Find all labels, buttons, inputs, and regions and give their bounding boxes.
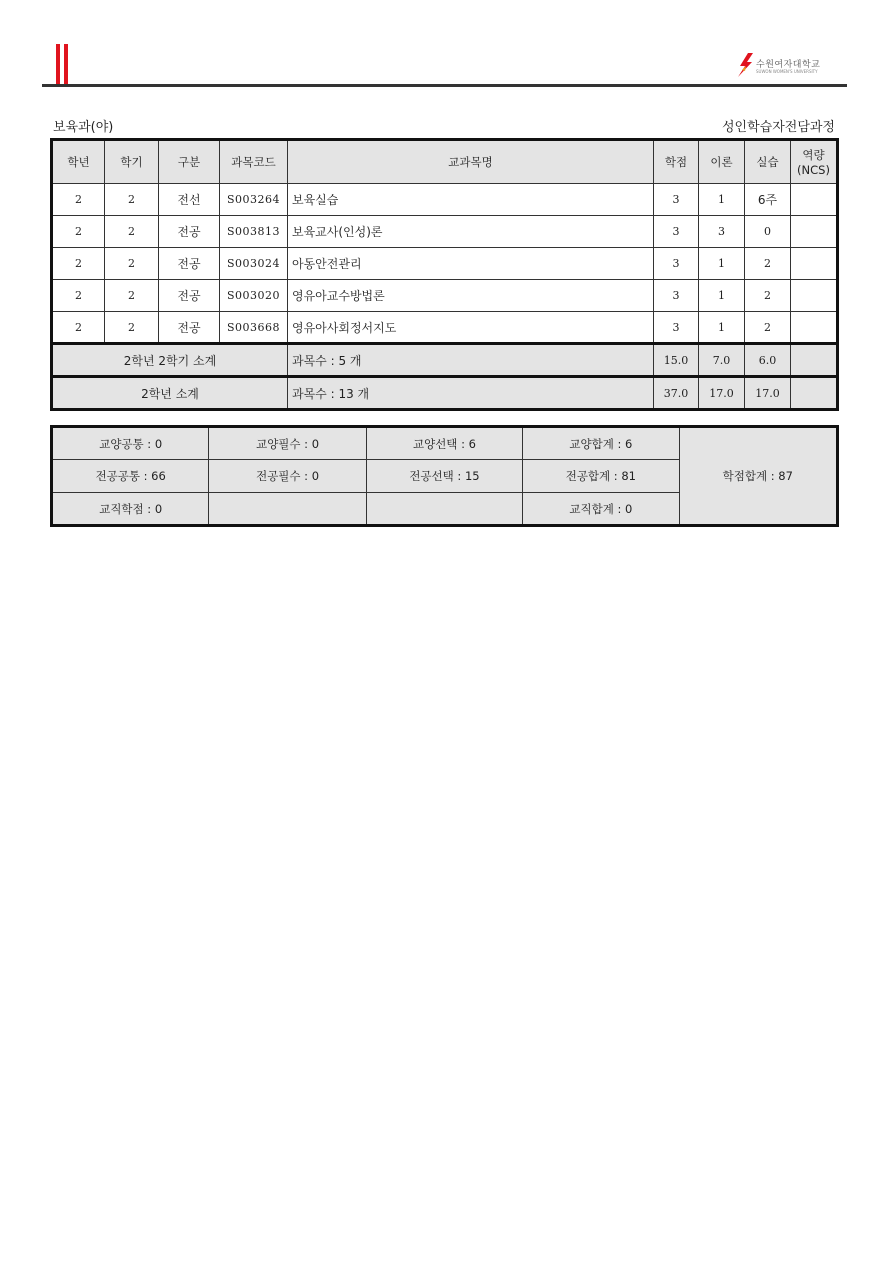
cell-ncs (791, 312, 838, 344)
cell-practice: 2 (745, 248, 791, 280)
cell-ncs (791, 248, 838, 280)
subtotal-label: 2학년 소계 (52, 377, 288, 410)
cell-name: 보육교사(인성)론 (288, 216, 654, 248)
summary-cell: 교직합계 : 0 (523, 493, 679, 526)
subtotal-count: 과목수 : 5 개 (288, 344, 654, 377)
cell-name: 영유아사회정서지도 (288, 312, 654, 344)
subtotal-row (52, 377, 838, 410)
col-header: 학년 (52, 140, 105, 184)
col-header: 이론 (699, 140, 745, 184)
cell-term: 2 (105, 184, 159, 216)
cell-division: 전선 (159, 184, 220, 216)
col-header: 실습 (745, 140, 791, 184)
cell-year: 2 (52, 248, 105, 280)
summary-cell: 전공합계 : 81 (523, 460, 679, 493)
col-header: 교과목명 (288, 140, 654, 184)
cell-credit: 3 (654, 216, 699, 248)
cell-term: 2 (105, 312, 159, 344)
cell-theory: 1 (699, 184, 745, 216)
cell-theory: 1 (699, 312, 745, 344)
subtotal-practice: 17.0 (745, 377, 791, 410)
col-header-line: (NCS) (797, 163, 830, 177)
subtotal-row (52, 344, 838, 377)
program-label: 성인학습자전담과정 (721, 120, 835, 135)
summary-cell: 교양공통 : 0 (52, 427, 209, 460)
cell-code: S003668 (220, 312, 288, 344)
cell-year: 2 (52, 184, 105, 216)
summary-row (52, 427, 838, 460)
cell-credit: 3 (654, 184, 699, 216)
table-row (52, 312, 838, 344)
col-header: 과목코드 (220, 140, 288, 184)
credit-summary-table (50, 425, 839, 527)
subtotal-label: 2학년 2학기 소계 (52, 344, 288, 377)
table-row (52, 184, 838, 216)
cell-name: 보육실습 (288, 184, 654, 216)
summary-cell: 전공공통 : 66 (52, 460, 209, 493)
summary-cell (209, 493, 366, 526)
cell-theory: 3 (699, 216, 745, 248)
cell-practice: 2 (745, 312, 791, 344)
cell-year: 2 (52, 312, 105, 344)
cell-year: 2 (52, 280, 105, 312)
table-row (52, 280, 838, 312)
cell-code: S003813 (220, 216, 288, 248)
subtotal-theory: 7.0 (699, 344, 745, 377)
cell-year: 2 (52, 216, 105, 248)
cell-theory: 1 (699, 280, 745, 312)
subtotal-ncs (791, 377, 838, 410)
department-label: 보육과(야) (53, 120, 114, 135)
logo-subtext: SUWON WOMEN'S UNIVERSITY (756, 69, 818, 74)
subtotal-ncs (791, 344, 838, 377)
summary-cell: 교양필수 : 0 (209, 427, 366, 460)
cell-division: 전공 (159, 216, 220, 248)
accent-bar (64, 44, 68, 84)
cell-division: 전공 (159, 280, 220, 312)
subtotal-credit: 37.0 (654, 377, 699, 410)
cell-ncs (791, 184, 838, 216)
cell-term: 2 (105, 216, 159, 248)
subtotal-count: 과목수 : 13 개 (288, 377, 654, 410)
cell-term: 2 (105, 280, 159, 312)
summary-cell: 교양합계 : 6 (523, 427, 679, 460)
cell-name: 아동안전관리 (288, 248, 654, 280)
table-header-row (52, 140, 838, 184)
cell-credit: 3 (654, 312, 699, 344)
summary-cell: 전공필수 : 0 (209, 460, 366, 493)
university-logo (736, 52, 841, 80)
flame-logo-icon (736, 52, 754, 78)
cell-code: S003024 (220, 248, 288, 280)
cell-practice: 2 (745, 280, 791, 312)
cell-credit: 3 (654, 248, 699, 280)
header-accent-bars (56, 44, 70, 84)
total-credits: 학점합계 : 87 (679, 427, 837, 526)
accent-bar (56, 44, 60, 84)
subtotal-practice: 6.0 (745, 344, 791, 377)
header-rule (42, 84, 847, 87)
col-header-ncs (791, 140, 838, 184)
cell-name: 영유아교수방법론 (288, 280, 654, 312)
summary-cell: 교직학점 : 0 (52, 493, 209, 526)
summary-cell: 교양선택 : 6 (366, 427, 522, 460)
table-row (52, 216, 838, 248)
cell-credit: 3 (654, 280, 699, 312)
subtotal-theory: 17.0 (699, 377, 745, 410)
logo-text: 수원여자대학교 (756, 60, 821, 70)
col-header: 학기 (105, 140, 159, 184)
cell-code: S003264 (220, 184, 288, 216)
cell-ncs (791, 216, 838, 248)
subtotal-credit: 15.0 (654, 344, 699, 377)
cell-practice: 6주 (745, 184, 791, 216)
cell-practice: 0 (745, 216, 791, 248)
col-header: 학점 (654, 140, 699, 184)
cell-code: S003020 (220, 280, 288, 312)
course-table (50, 138, 839, 411)
cell-division: 전공 (159, 312, 220, 344)
cell-theory: 1 (699, 248, 745, 280)
col-header: 구분 (159, 140, 220, 184)
table-row (52, 248, 838, 280)
cell-ncs (791, 280, 838, 312)
cell-term: 2 (105, 248, 159, 280)
summary-cell: 전공선택 : 15 (366, 460, 522, 493)
summary-cell (366, 493, 522, 526)
col-header-line: 역량 (802, 148, 825, 162)
cell-division: 전공 (159, 248, 220, 280)
